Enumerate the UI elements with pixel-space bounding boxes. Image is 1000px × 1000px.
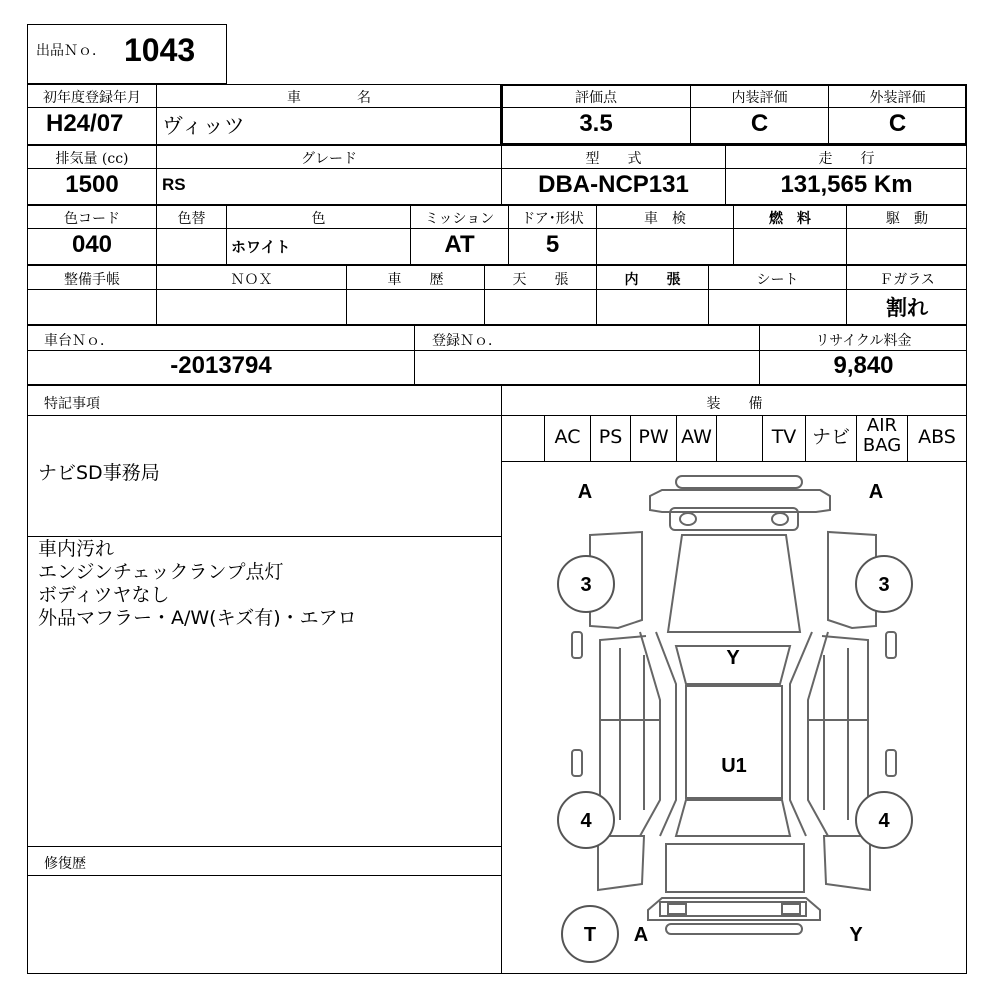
equip-item-ps: PS	[598, 426, 623, 448]
glass-value: 割れ	[886, 296, 928, 320]
recycle-label: リサイクル料金	[815, 333, 912, 349]
chassis-value: -2013794	[170, 352, 272, 379]
equip-item-ac: AC	[554, 426, 581, 448]
color-value: ホワイト	[231, 239, 291, 256]
diag-front-right: A	[868, 481, 884, 503]
car-damage-diagram	[502, 462, 966, 973]
glass-label: Ｆガラス	[879, 272, 935, 288]
color-label: 色	[311, 211, 326, 227]
exterior-label: 外装評価	[869, 90, 926, 106]
diag-hood: Y	[726, 647, 740, 669]
reg-value: H24/07	[46, 110, 124, 137]
remarks-note-1: ナビSD事務局	[38, 462, 160, 484]
nox-label: ＮＯＸ	[230, 272, 273, 288]
colorcode-label: 色コード	[64, 211, 120, 227]
equip-item-blank-1	[502, 424, 544, 456]
diag-rear-right-side: 4	[878, 810, 890, 832]
interior-lining-label: 内 張	[624, 272, 681, 288]
diag-bottom-right: Y	[849, 924, 863, 946]
interior-value: C	[750, 110, 769, 137]
door-label: ドア･形状	[521, 211, 584, 227]
disp-label: 排気量 (cc)	[55, 151, 129, 167]
exterior-value: C	[888, 110, 907, 137]
inspection-label: 車 検	[644, 211, 686, 227]
reg-label: 初年度登録年月	[43, 90, 141, 106]
diag-front-right-side: 3	[878, 574, 890, 596]
equip-item-airbag: AIR BAG	[862, 415, 902, 456]
name-value: ヴィッツ	[162, 114, 245, 138]
mileage-label: 走 行	[818, 151, 875, 167]
equip-item-tv: TV	[771, 426, 797, 448]
seat-label: シート	[756, 272, 799, 288]
diag-front-left: A	[577, 481, 593, 503]
diag-front-left-side: 3	[580, 574, 592, 596]
repair-label: 修復歴	[44, 856, 86, 872]
diag-rear-left-side: 4	[580, 810, 592, 832]
equip-item-navi: ナビ	[811, 426, 850, 448]
grade-value: RS	[162, 175, 186, 194]
mileage-value: 131,565 Km	[780, 171, 913, 198]
equipment-label: 装 備	[706, 396, 763, 412]
interior-label: 内装評価	[731, 90, 788, 106]
fuel-label: 燃 料	[769, 211, 811, 227]
name-label: 車 名	[287, 90, 371, 106]
drive-label: 駆 動	[886, 211, 928, 227]
diag-bottom-left: A	[633, 924, 649, 946]
chassis-label: 車台Ｎｏ．	[44, 333, 114, 349]
remarks-note-2: 車内汚れ エンジンチェックランプ点灯 ボディツヤなし 外品マフラー・A/W(キズ有)・エアロ	[38, 538, 357, 629]
grade-label: グレード	[301, 151, 357, 167]
mission-label: ミッション	[424, 211, 495, 227]
equip-item-abs: ABS	[918, 426, 956, 448]
score-value: 3.5	[579, 110, 613, 137]
disp-value: 1500	[65, 171, 119, 198]
history-label: 車 歴	[387, 272, 444, 288]
score-label: 評価点	[575, 90, 617, 106]
equip-item-blank-2	[717, 424, 762, 456]
model-value: DBA-NCP131	[538, 171, 689, 198]
diag-roof: U1	[721, 755, 747, 777]
recycle-value: 9,840	[833, 352, 894, 379]
diag-bottom-circle: T	[583, 924, 597, 946]
remarks-label: 特記事項	[44, 396, 100, 412]
regno-label: 登録Ｎｏ．	[432, 333, 502, 349]
maint-label: 整備手帳	[64, 272, 120, 288]
equip-item-aw: AW	[681, 426, 712, 448]
equip-item-pw: PW	[638, 426, 669, 448]
mission-value: AT	[444, 231, 475, 258]
door-value: 5	[545, 231, 560, 258]
colorcode-value: 040	[71, 231, 113, 258]
lot-number: 1043	[124, 32, 196, 68]
repaint-label: 色替	[177, 211, 206, 227]
lot-label: 出品Ｎｏ．	[36, 43, 106, 59]
roof-label: 天 張	[512, 272, 569, 288]
model-label: 型 式	[585, 151, 642, 167]
